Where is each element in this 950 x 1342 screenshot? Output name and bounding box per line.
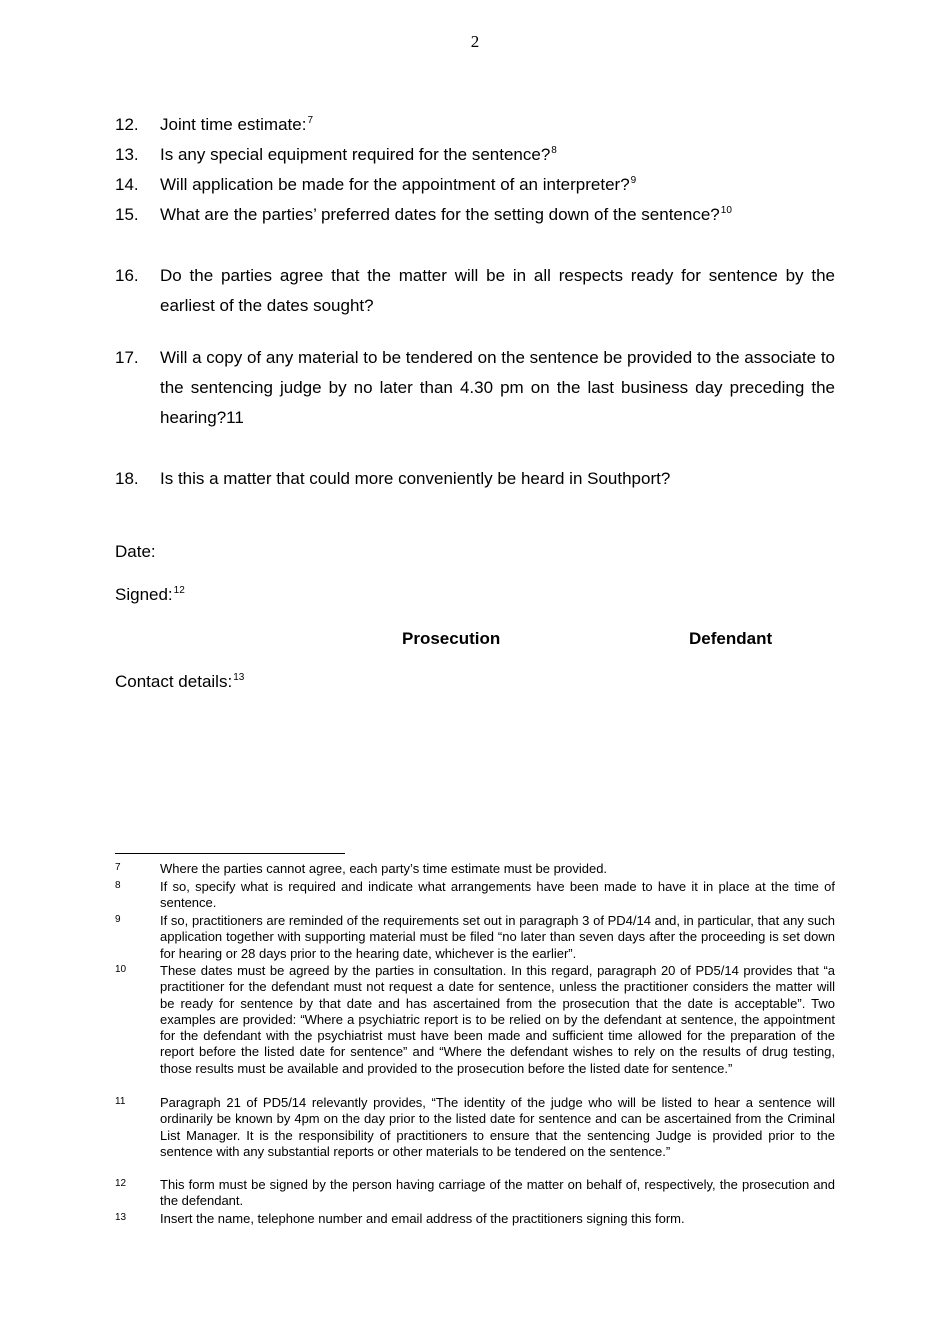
question-12	[115, 110, 835, 140]
footnote-text: Where the parties cannot agree, each party’s time estimate must be provided.	[160, 861, 608, 876]
footnote-9	[115, 913, 835, 962]
footnote-text: Insert the name, telephone number and email address of the practitioners signing this form.	[160, 1211, 685, 1226]
footnote-7	[115, 861, 835, 877]
question-text: Do the parties agree that the matter will be in all respects ready for sentence by the earliest of the dates sought?	[160, 266, 835, 315]
footnote-text: If so, practitioners are reminded of the requirements set out in paragraph 3 of PD4/14 and, in particular, that any such application together with supporting material must be filed “no later than seven days after the proceeding is set down for hearing or 28 days prior to the hearing date, whichever is the earlier”.	[160, 913, 835, 961]
signed-label: Signed:	[115, 585, 173, 604]
footnote-text: Paragraph 21 of PD5/14 relevantly provides, “The identity of the judge who will be listed to hear a sentence will ordinarily be known by 4pm on the day prior to the listed date for sentence and can be ascertained from the Criminal List Manager. It is the responsibility of practitioners to ensure that the sentencing Judge is provided prior to the sentence with any substantial reports or other materials to be tendered on the sentence.”	[160, 1095, 835, 1159]
footnote-13	[115, 1211, 835, 1227]
footnote-ref: 13	[233, 672, 245, 683]
footnote-number: 8	[115, 880, 121, 891]
date-label: Date:	[115, 542, 156, 561]
footnote-ref: 7	[307, 115, 314, 126]
footnote-number: 7	[115, 862, 121, 873]
footnote-ref: 9	[630, 175, 637, 186]
question-text: Is any special equipment required for the sentence?	[160, 145, 551, 164]
question-15	[115, 200, 835, 230]
footnote-number: 11	[115, 1096, 126, 1107]
footnote-number: 13	[115, 1212, 127, 1223]
question-text: Joint time estimate:	[160, 115, 307, 134]
footnote-number: 12	[115, 1178, 127, 1189]
footnote-text: These dates must be agreed by the parties in consultation. In this regard, paragraph 20 of PD5/14 provides that “a practitioner for the defendant must not request a date for sentence, unless the practitioner considers the matter will be ready for sentence by that date and has ascertained from the prosecution that the date is acceptable”. Two examples are provided: “Where a psychiatric report is to be relied on by the defendant at sentence, the appointment for the defendant with the psychiatrist must have been made and sufficient time allowed for the preparation of the report before the listed date for sentence” and “Where the defendant wishes to rely on the results of drug testing, those results must be available and provided to the prosecution before the listed date for sentence.”	[160, 963, 835, 1076]
footnote-12	[115, 1177, 835, 1210]
footnote-11	[115, 1095, 835, 1160]
footnote-ref: 12	[173, 585, 185, 596]
signed-field	[115, 585, 185, 605]
question-text: What are the parties’ preferred dates for the setting down of the sentence?	[160, 205, 720, 224]
question-13	[115, 140, 835, 170]
footnote-separator	[115, 853, 345, 854]
footnote-ref: 8	[551, 145, 557, 156]
question-text: Will application be made for the appointment of an interpreter?	[160, 175, 630, 194]
question-number: 15.	[115, 205, 139, 224]
question-17	[115, 343, 835, 433]
footnote-number: 9	[115, 914, 121, 925]
question-text: Is this a matter that could more conveniently be heard in Southport?	[160, 469, 671, 488]
question-number: 17.	[115, 348, 139, 367]
footnote-number: 10	[115, 964, 127, 975]
question-number: 13.	[115, 145, 139, 164]
footnote-8	[115, 879, 835, 912]
question-16	[115, 261, 835, 321]
contact-details-field	[115, 672, 244, 692]
question-number: 12.	[115, 115, 139, 134]
defendant-label: Defendant	[689, 629, 773, 648]
prosecution-label: Prosecution	[402, 629, 501, 648]
page-number: 2	[470, 32, 480, 51]
question-number: 18.	[115, 469, 139, 488]
question-number: 14.	[115, 175, 139, 194]
question-18	[115, 464, 835, 494]
contact-details-label: Contact details:	[115, 672, 233, 691]
footnote-text: If so, specify what is required and indicate what arrangements have been made to have it in place at the time of sentence.	[160, 879, 835, 911]
footnote-10	[115, 963, 835, 1077]
footnote-ref: 10	[720, 205, 732, 216]
question-number: 16.	[115, 266, 139, 285]
question-14	[115, 170, 835, 200]
footnote-text: This form must be signed by the person having carriage of the matter on behalf of, respectively, the prosecution and the defendant.	[160, 1177, 835, 1209]
question-text: Will a copy of any material to be tendered on the sentence be provided to the associate to the sentencing judge by no later than 4.30 pm on the last business day preceding the hearing?11	[160, 348, 835, 427]
